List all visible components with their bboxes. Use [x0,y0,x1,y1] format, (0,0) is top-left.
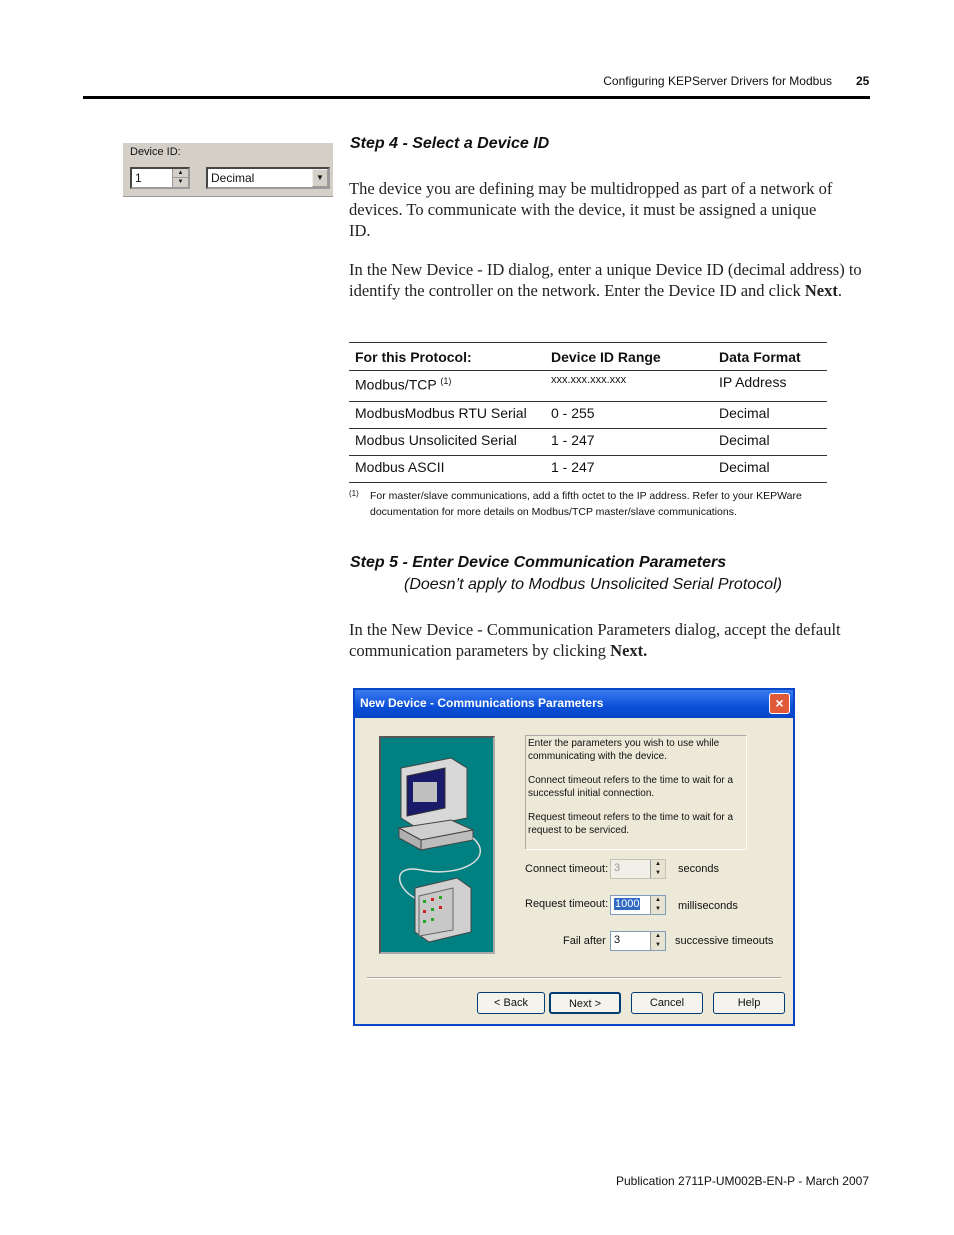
fail-after-input[interactable] [610,931,666,951]
close-icon[interactable]: × [769,693,790,714]
connect-timeout-value: 3 [614,862,621,874]
format-combo[interactable] [206,167,330,189]
fail-after-unit: successive timeouts [675,935,774,947]
table-cell: Decimal [713,429,827,456]
publication-footer: Publication 2711P-UM002B-EN-P - March 2007 [615,1174,869,1188]
table-cell: xxx.xxx.xxx.xxx [545,371,713,402]
device-id-value: 1 [135,171,142,185]
dialog-titlebar[interactable] [355,690,793,718]
table-cell: Decimal [713,402,827,429]
header-rule [83,96,870,99]
computer-plc-icon [381,738,493,952]
request-timeout-label: Request timeout: [525,898,609,910]
step4-title: Step 4 - Select a Device ID [350,135,550,152]
device-id-widget [123,143,333,197]
info-text-1: Enter the parameters you wish to use while communicating with the device. [528,738,720,762]
computer-plc-illustration [379,736,495,954]
request-timeout-value: 1000 [615,898,640,910]
footnote [349,488,809,520]
step5-title: Step 5 - Enter Device Communication Parameters [350,554,727,571]
table-cell: 1 - 247 [545,456,713,483]
table-row [349,371,827,402]
device-id-spinner[interactable] [130,167,190,189]
chevron-down-icon[interactable]: ▼ [312,169,328,187]
fail-spinner[interactable] [650,932,665,950]
page-number: 25 [856,74,870,88]
spin-up-icon[interactable]: ▲ [173,169,188,178]
step5-subtitle: (Doesn’t apply to Modbus Unsolicited Serial Protocol) [404,576,782,593]
connect-spinner[interactable] [650,860,665,878]
footnote-ref: (1) [440,376,452,386]
table-cell: 0 - 255 [545,402,713,429]
cell-text: Modbus/TCP [355,376,437,393]
request-timeout-value-wrap [614,898,640,910]
spin-down-icon[interactable]: ▼ [655,942,661,948]
device-id-label: Device ID: [130,146,181,158]
table-cell: Modbus Unsolicited Serial [349,429,545,456]
connect-timeout-input[interactable] [610,859,666,879]
spin-down-icon[interactable]: ▼ [655,906,661,912]
table-cell [349,371,545,402]
col-header-protocol: For this Protocol: [349,343,545,371]
fail-after-value: 3 [614,934,621,946]
step4-para2 [349,259,869,301]
col-header-format: Data Format [713,343,827,371]
request-timeout-input[interactable] [610,895,666,915]
table-header-row [349,343,827,371]
format-value: Decimal [211,171,255,185]
protocol-table [349,342,827,483]
step4-para2-end: . [837,281,842,300]
request-spinner[interactable] [650,896,665,914]
dialog-title: New Device - Communications Parameters [360,696,604,710]
spin-up-icon[interactable]: ▲ [655,897,661,903]
info-box [525,735,747,850]
table-cell: Decimal [713,456,827,483]
cancel-button[interactable]: Cancel [631,992,703,1014]
spin-up-icon[interactable]: ▲ [655,861,661,867]
communications-parameters-dialog [353,688,795,1026]
next-emphasis: Next [804,281,838,300]
running-header: Configuring KEPServer Drivers for Modbus [603,74,832,88]
spinner-buttons[interactable] [172,169,188,187]
info-text-2: Connect timeout refers to the time to wait for a successful initial connection. [528,775,734,799]
spin-down-icon[interactable]: ▼ [177,179,184,185]
col-header-range: Device ID Range [545,343,713,371]
table-cell: ModbusModbus RTU Serial [349,402,545,429]
info-text-3: Request timeout refers to the time to wait for a request to be serviced. [528,812,734,836]
step5-para [349,619,859,661]
step4-para2-text: In the New Device - ID dialog, enter a unique Device ID (decimal address) to identify the controller on the network. Enter the Device ID and click [349,260,862,300]
back-button[interactable]: < Back [477,992,545,1014]
step5-para-text: In the New Device - Communication Parameters dialog, accept the default communication parameters by clicking [349,620,841,660]
connect-timeout-unit: seconds [678,863,719,875]
next-button[interactable]: Next > [549,992,621,1014]
table-row [349,402,827,429]
table-cell: IP Address [713,371,827,402]
spin-down-icon[interactable]: ▼ [655,870,661,876]
step4-para1: The device you are defining may be multidropped as part of a network of devices. To communicate with the device, it must be assigned a unique ID. [349,179,833,240]
request-timeout-unit: milliseconds [678,900,738,912]
table-row [349,429,827,456]
footnote-mark: (1) [349,489,359,498]
dialog-separator [367,977,781,979]
spin-up-icon[interactable]: ▲ [655,933,661,939]
footnote-text: For master/slave communications, add a fifth octet to the IP address. Refer to your KEPWare documentation for more details on Modbus/TCP master/slave communications. [370,490,802,518]
help-button[interactable]: Help [713,992,785,1014]
table-cell: 1 - 247 [545,429,713,456]
fail-after-label: Fail after [563,935,606,947]
next-emphasis: Next. [610,641,648,660]
table-cell: Modbus ASCII [349,456,545,483]
table-row [349,456,827,483]
connect-timeout-label: Connect timeout: [525,863,609,875]
